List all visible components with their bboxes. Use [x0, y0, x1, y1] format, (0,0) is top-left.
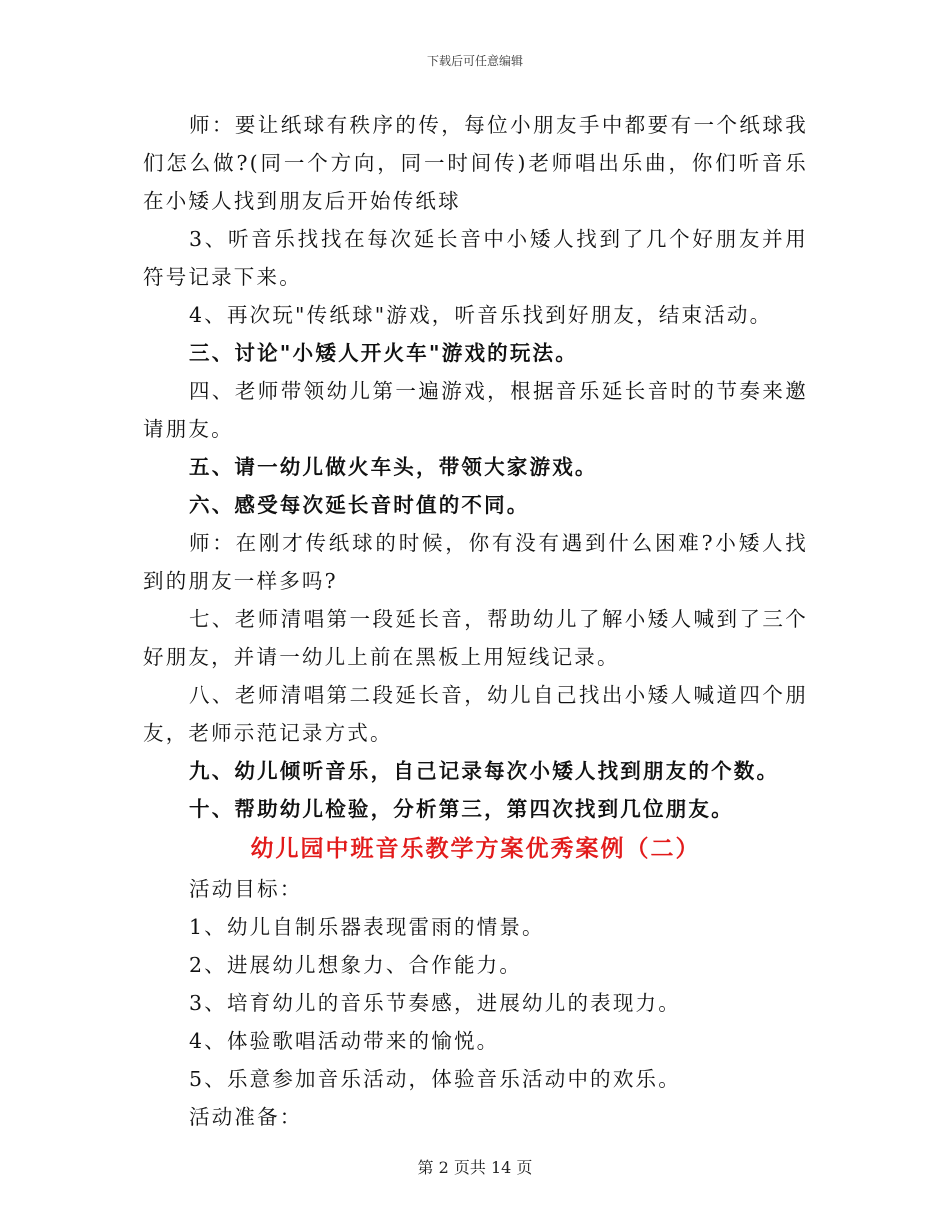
- paragraph: 师：在刚才传纸球的时候，你有没有遇到什么困难?小矮人找到的朋友一样多吗?: [143, 531, 808, 593]
- paragraph: 4、再次玩"传纸球"游戏，听音乐找到好朋友，结束活动。: [189, 303, 773, 327]
- list-item: 2、进展幼儿想象力、合作能力。: [189, 953, 523, 977]
- paragraph: 活动准备：: [189, 1105, 303, 1129]
- bold-heading: 三、讨论"小矮人开火车"游戏的玩法。: [189, 341, 578, 365]
- bold-heading: 五、请一幼儿做火车头，带领大家游戏。: [189, 455, 598, 479]
- list-item: 5、乐意参加音乐活动，体验音乐活动中的欢乐。: [189, 1067, 681, 1091]
- document-body: [143, 106, 808, 1136]
- bold-heading: 九、幼儿倾听音乐，自己记录每次小矮人找到朋友的个数。: [189, 759, 780, 783]
- paragraph: 八、老师清唱第二段延长音，幼儿自己找出小矮人喊道四个朋友，老师示范记录方式。: [143, 683, 808, 745]
- list-item: 1、幼儿自制乐器表现雷雨的情景。: [189, 915, 545, 939]
- page-header: 下载后可任意编辑: [426, 54, 523, 68]
- bold-heading: 十、帮助幼儿检验，分析第三，第四次找到几位朋友。: [189, 797, 734, 821]
- paragraph: 四、老师带领幼儿第一遍游戏，根据音乐延长音时的节奏来邀请朋友。: [143, 379, 808, 441]
- list-item: 3、培育幼儿的音乐节奏感，进展幼儿的表现力。: [189, 991, 681, 1015]
- paragraph: 3、听音乐找找在每次延长音中小矮人找到了几个好朋友并用符号记录下来。: [143, 227, 808, 289]
- page-footer: 第 2 页共 14 页: [417, 1158, 533, 1177]
- section-title: 幼儿园中班音乐教学方案优秀案例（二）: [250, 835, 701, 862]
- paragraph: 活动目标：: [189, 877, 303, 901]
- paragraph: 师：要让纸球有秩序的传，每位小朋友手中都要有一个纸球我们怎么做?(同一个方向，同一时间传)老师唱出乐曲，你们听音乐在小矮人找到朋友后开始传纸球: [143, 113, 808, 213]
- paragraph: 七、老师清唱第一段延长音，帮助幼儿了解小矮人喊到了三个好朋友，并请一幼儿上前在黑板上用短线记录。: [143, 607, 808, 669]
- list-item: 4、体验歌唱活动带来的愉悦。: [189, 1029, 500, 1053]
- bold-heading: 六、感受每次延长音时值的不同。: [189, 493, 530, 517]
